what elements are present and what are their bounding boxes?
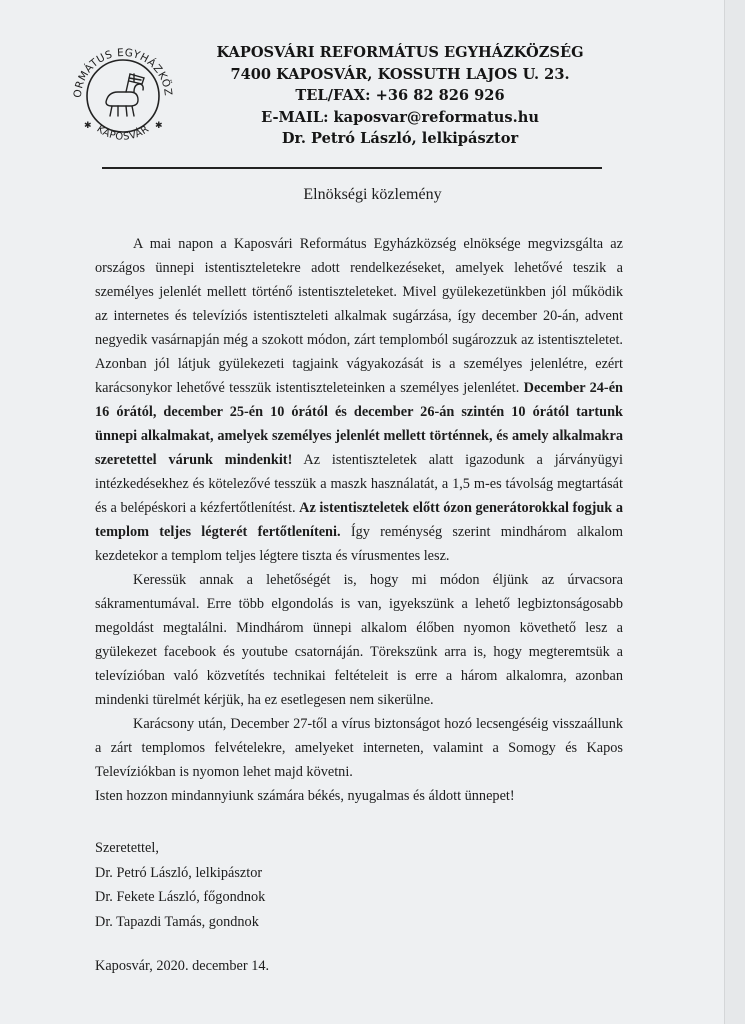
signer-2: Dr. Fekete László, főgondnok [95, 889, 266, 905]
church-seal-logo [64, 36, 182, 154]
letterhead [180, 42, 620, 150]
paragraph-1-text-b: Az istentiszteletek alatt igazodunk a járványügyi intézkedésekhez és kötelezővé tesszük a maszk használatát, a 1,5 m-es távolság megtartását és a belépéskori a kézfertőtlenítést. [95, 452, 623, 516]
svg-text:KAPOSVÁR [95, 124, 152, 143]
signer-3: Dr. Tapazdi Tamás, gondnok [95, 913, 259, 930]
church-name: KAPOSVÁRI REFORMÁTUS EGYHÁZKÖZSÉG [216, 44, 584, 61]
svg-text:✱: ✱ [155, 120, 163, 130]
closing-line: Szeretettel, [95, 840, 159, 856]
church-phone: TEL/FAX: +36 82 826 926 [295, 87, 505, 104]
signer-1: Dr. Petró László, lelkipásztor [95, 864, 263, 881]
paragraph-1-text-a: A mai napon a Kaposvári Református Egyházközség elnöksége megvizsgálta az országos ünnepi istentiszteletekre adott rendelkezéseket, amelyek lehetővé teszik a személyes jelenlét mellett történő istentiszteleteket. Mivel gyülekezetünkben jól működik az internetes és televíziós istentiszteleti alkalmak sugárzása, így december 20-án, advent negyedik vasárnapján még a szokott módon, zárt templomból sugározzuk az istentiszteletet. Azonban jól látjuk gyülekezeti tagjaink vágyakozását is a személyes jelenlétre, ezért karácsonykor lehetővé tesszük istentiszteleteinken a személyes jelenlétet. [95, 236, 623, 396]
place-and-date: Kaposvár, 2020. december 14. [95, 958, 270, 974]
church-email: E-MAIL: kaposvar@reformatus.hu [261, 108, 539, 126]
announcement-body [95, 232, 623, 808]
seal-ring-text-top: ORMÁTUS EGYHÁZKÖZ [71, 46, 175, 99]
paper-edge [724, 0, 725, 1024]
paragraph-3: Karácsony után, December 27-től a vírus biztonságot hozó lecsengéséig visszaállunk a zárt templomos felvételekre, amelyeket interneten, valamint a Somogy és Kapos Televíziókban is nyomon lehet majd követni. [95, 716, 623, 780]
scan-margin [725, 0, 745, 1024]
letterhead-divider [102, 167, 602, 169]
paragraph-1-text-c: Így reménység szerint mindhárom alkalom kezdetekor a templom teljes légtere tiszta és vírusmentes lesz. [95, 524, 623, 564]
paragraph-4: Isten hozzon mindannyiunk számára békés, nyugalmas és áldott ünnepet! [95, 788, 515, 804]
church-pastor: Dr. Petró László, lelkipásztor [281, 130, 519, 147]
church-address: 7400 KAPOSVÁR, KOSSUTH LAJOS U. 23. [230, 65, 570, 83]
seal-ring-text-bottom: KAPOSVÁR [94, 123, 152, 143]
document-title: Elnökségi közlemény [303, 186, 442, 203]
svg-text:✱: ✱ [84, 120, 92, 130]
paragraph-1 [95, 232, 623, 568]
paragraph-1-bold-b: Az istentiszteletek előtt ózon generátorokkal fogjuk a templom teljes légterét fertőtleníteni. [95, 500, 623, 540]
paragraph-2: Keressük annak a lehetőségét is, hogy mi módon éljünk az úrvacsora sákramentumával. Erre több elgondolás is van, igyekszünk a lehető legbiztonságosabb megoldást megtalálni. Mindhárom ünnepi alkalom élőben nyomon követhető lesz a gyülekezet facebook és youtube csatornáján. Törekszünk arra is, hogy megteremtsük a televízióban való közvetítés technikai feltételeit is erre a három alkalomra, azonban mindenki türelmét kérjük, ha ez esetlegesen nem sikerülne. [95, 572, 623, 708]
signature-block [95, 836, 265, 934]
paragraph-1-bold-a: December 24-én 16 órától, december 25-én 10 órától és december 26-án szintén 10 órától tartunk ünnepi alkalmakat, amelyek személyes jelenlét mellett történnek, és amely alkalmakra szeretettel várunk mindenkit! [95, 380, 623, 468]
